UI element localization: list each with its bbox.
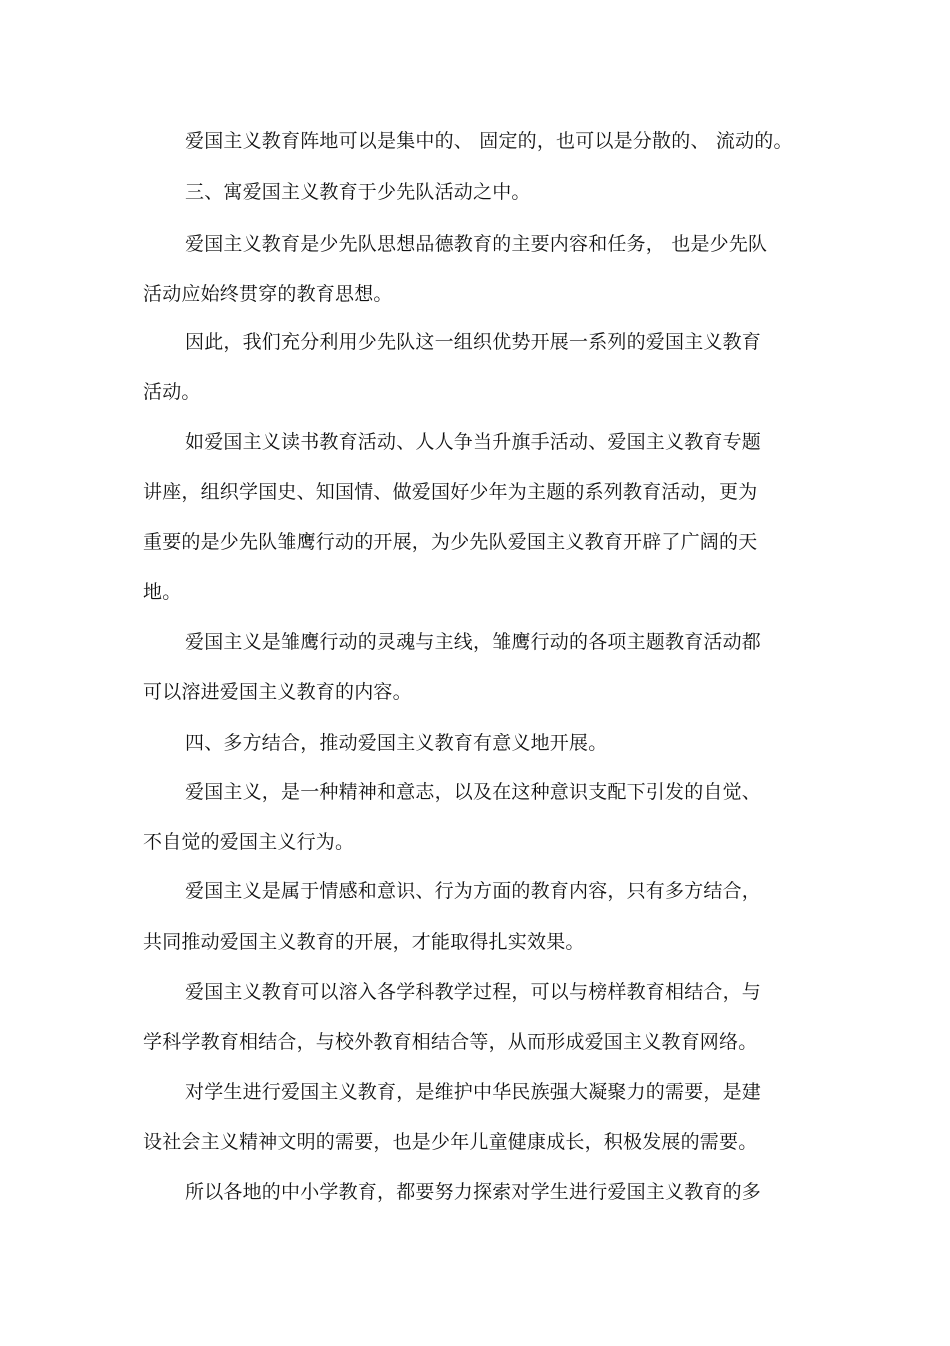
paragraph-line: 可以溶进爱国主义教育的内容。 (143, 681, 412, 703)
paragraph-line: 爱国主义教育阵地可以是集中的、 固定的，也可以是分散的、 流动的。 (185, 130, 793, 152)
paragraph-line: 爱国主义教育是少先队思想品德教育的主要内容和任务， 也是少先队 (185, 233, 768, 255)
paragraph-line: 不自觉的爱国主义行为。 (143, 831, 355, 853)
paragraph-line: 爱国主义是雏鹰行动的灵魂与主线，雏鹰行动的各项主题教育活动都 (185, 631, 762, 653)
paragraph-line: 重要的是少先队雏鹰行动的开展，为少先队爱国主义教育开辟了广阔的天 (143, 531, 758, 553)
paragraph-line: 因此，我们充分利用少先队这一组织优势开展一系列的爱国主义教育 (185, 331, 762, 353)
paragraph-line: 讲座，组织学国史、知国情、做爱国好少年为主题的系列教育活动，更为 (143, 481, 758, 503)
paragraph-line: 爱国主义教育可以溶入各学科教学过程，可以与榜样教育相结合，与 (185, 981, 762, 1003)
section-heading: 三、寓爱国主义教育于少先队活动之中。 (185, 181, 531, 203)
paragraph-line: 如爱国主义读书教育活动、人人争当升旗手活动、爱国主义教育专题 (185, 431, 762, 453)
paragraph-line: 设社会主义精神文明的需要，也是少年儿童健康成长，积极发展的需要。 (143, 1131, 758, 1153)
paragraph-line: 共同推动爱国主义教育的开展，才能取得扎实效果。 (143, 931, 585, 953)
paragraph-line: 学科学教育相结合，与校外教育相结合等，从而形成爱国主义教育网络。 (143, 1031, 758, 1053)
paragraph-line: 活动应始终贯穿的教育思想。 (143, 283, 393, 305)
paragraph-line: 对学生进行爱国主义教育，是维护中华民族强大凝聚力的需要，是建 (185, 1081, 762, 1103)
paragraph-line: 爱国主义是属于情感和意识、行为方面的教育内容，只有多方结合， (185, 880, 762, 902)
paragraph-line: 活动。 (143, 381, 201, 403)
paragraph-line: 所以各地的中小学教育，都要努力探索对学生进行爱国主义教育的多 (185, 1181, 762, 1203)
section-heading: 四、多方结合，推动爱国主义教育有意义地开展。 (185, 732, 608, 754)
paragraph-line: 地。 (143, 581, 182, 603)
paragraph-line: 爱国主义，是一种精神和意志，以及在这种意识支配下引发的自觉、 (185, 781, 762, 803)
